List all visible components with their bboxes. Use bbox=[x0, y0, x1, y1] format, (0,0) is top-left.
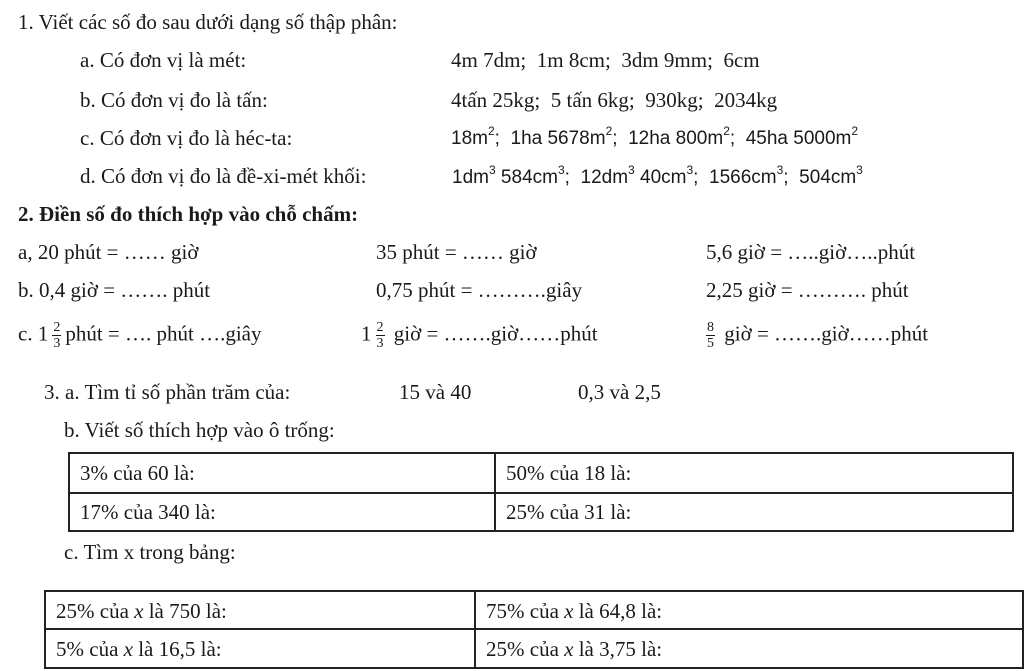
table-cell[interactable]: 25% của x là 3,75 là: bbox=[474, 628, 1024, 669]
q2a-item-3: 5,6 giờ = …..giờ…..phút bbox=[706, 240, 916, 264]
q1-title: 1. Viết các số đo sau dưới dạng số thập phân: bbox=[18, 10, 398, 34]
q2c-item-2: 1 $\frac{2}{3}$ giờ = …….giờ……phút bbox=[361, 320, 598, 351]
q1d-label: d. Có đơn vị đo là đề-xi-mét khối: bbox=[80, 164, 367, 188]
mixed-fraction: $\frac{2}{3}$ bbox=[53, 320, 61, 351]
table-cell[interactable]: 50% của 18 là: bbox=[494, 452, 1014, 494]
q2c-item-1: c. 1 $\frac{2}{3}$ phút = …. phút ….giây bbox=[18, 320, 262, 351]
q1b-value: 4tấn 25kg; 5 tấn 6kg; 930kg; 2034kg bbox=[451, 88, 778, 112]
q2b-item-1: b. 0,4 giờ = ……. phút bbox=[18, 278, 211, 302]
table-cell[interactable]: 25% của x là 750 là: bbox=[44, 590, 476, 630]
table-cell[interactable]: 17% của 340 là: bbox=[68, 492, 496, 532]
q2b-item-2: 0,75 phút = ……….giây bbox=[376, 278, 583, 302]
q3b-label: b. Viết số thích hợp vào ô trống: bbox=[64, 418, 335, 442]
table-cell[interactable]: 75% của x là 64,8 là: bbox=[474, 590, 1024, 630]
table-cell[interactable]: 3% của 60 là: bbox=[68, 452, 496, 494]
q2-title: 2. Điền số đo thích hợp vào chỗ chấm: bbox=[18, 202, 359, 226]
q1b-label: b. Có đơn vị đo là tấn: bbox=[80, 88, 268, 112]
q3c-label: c. Tìm x trong bảng: bbox=[64, 540, 236, 564]
q3a-pair-1: 15 và 40 bbox=[399, 380, 472, 404]
q2b-item-3: 2,25 giờ = ………. phút bbox=[706, 278, 909, 302]
mixed-fraction: $\frac{2}{3}$ bbox=[376, 320, 384, 351]
q2c-item-3: $\frac{8}{5}$ giờ = …….giờ……phút bbox=[707, 320, 929, 351]
q2a-item-1: a, 20 phút = …… giờ bbox=[18, 240, 199, 264]
table-cell[interactable]: 25% của 31 là: bbox=[494, 492, 1014, 532]
q2a-item-2: 35 phút = …… giờ bbox=[376, 240, 537, 264]
q1a-label: a. Có đơn vị là mét: bbox=[80, 48, 247, 72]
fraction: $\frac{8}{5}$ bbox=[707, 320, 714, 351]
q1d-value: $1dm^3$ $584cm^3$; $12dm^3$ $40cm^3$; $1566cm^3$; $504cm^3$ bbox=[452, 163, 863, 188]
q1a-value: 4m 7dm; 1m 8cm; 3dm 9mm; 6cm bbox=[451, 48, 760, 72]
q1c-value: $18m^2$; 1ha $5678m^2$; 12ha $800m^2$; 45ha $5000m^2$ bbox=[451, 124, 859, 149]
table-cell[interactable]: 5% của x là 16,5 là: bbox=[44, 628, 476, 669]
q3a-label: 3. a. Tìm tỉ số phần trăm của: bbox=[44, 380, 291, 404]
q3a-pair-2: 0,3 và 2,5 bbox=[578, 380, 661, 404]
q1c-label: c. Có đơn vị đo là héc-ta: bbox=[80, 126, 293, 150]
